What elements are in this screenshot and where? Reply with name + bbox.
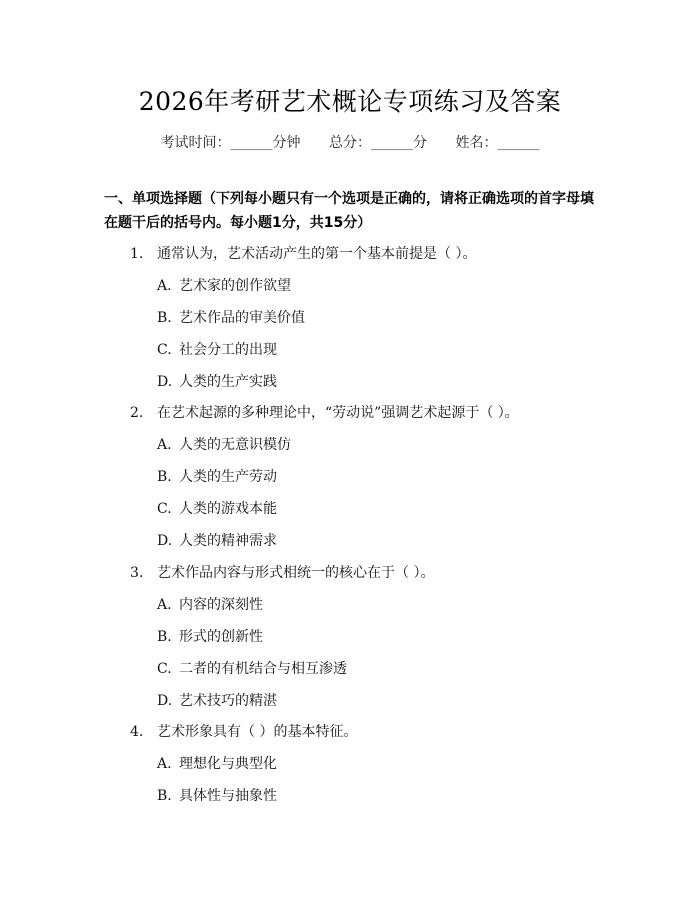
- total-score-field: 总分：______分: [329, 135, 427, 151]
- option-letter: C.: [157, 342, 172, 358]
- option-item: [157, 626, 263, 646]
- question-text: 在艺术起源的多种理论中，“劳动说”强调艺术起源于（ ）。: [157, 405, 519, 421]
- question-number: 2.: [130, 405, 144, 421]
- exam-info-row: [0, 132, 700, 152]
- option-text: 内容的深刻性: [179, 597, 263, 613]
- option-letter: D.: [157, 693, 173, 709]
- option-text: 人类的精神需求: [179, 533, 277, 549]
- option-item: [157, 498, 277, 518]
- question-text: 通常认为，艺术活动产生的第一个基本前提是（ ）。: [157, 246, 477, 262]
- option-text: 社会分工的出现: [179, 342, 277, 358]
- option-item: [157, 434, 291, 454]
- option-item: [157, 371, 277, 391]
- question-text: 艺术作品内容与形式相统一的核心在于（ ）。: [157, 565, 435, 581]
- option-letter: B.: [157, 629, 172, 645]
- option-item: [157, 339, 277, 359]
- option-letter: A.: [157, 756, 172, 772]
- option-text: 二者的有机结合与相互渗透: [179, 661, 347, 677]
- section-header: 一、单项选择题（下列每小题只有一个选项是正确的，请将正确选项的首字母填在题干后的括号内。每小题1分，共15分）: [104, 191, 594, 231]
- option-text: 具体性与抽象性: [179, 788, 277, 804]
- name-field: 姓名：______: [455, 135, 540, 151]
- option-item: [157, 275, 291, 295]
- option-letter: A.: [157, 597, 172, 613]
- option-text: 人类的生产实践: [179, 374, 277, 390]
- option-letter: B.: [157, 310, 172, 326]
- option-text: 艺术家的创作欲望: [179, 278, 291, 294]
- option-text: 人类的游戏本能: [179, 501, 277, 517]
- option-letter: A.: [157, 437, 172, 453]
- question-item: [130, 721, 357, 741]
- option-item: [157, 690, 277, 710]
- question-item: [130, 243, 476, 263]
- option-letter: C.: [157, 661, 172, 677]
- option-letter: B.: [157, 469, 172, 485]
- option-item: [157, 785, 277, 805]
- option-item: [157, 530, 277, 550]
- option-item: [157, 658, 347, 678]
- document-title: 2026年考研艺术概论专项练习及答案: [138, 87, 562, 116]
- option-letter: D.: [157, 374, 173, 390]
- question-text: 艺术形象具有（ ）的基本特征。: [157, 724, 358, 740]
- option-letter: C.: [157, 501, 172, 517]
- option-item: [157, 466, 277, 486]
- option-text: 艺术作品的审美价值: [179, 310, 305, 326]
- question-number: 4.: [130, 724, 144, 740]
- option-letter: D.: [157, 533, 173, 549]
- question-number: 3.: [130, 565, 144, 581]
- question-number: 1.: [130, 246, 144, 262]
- option-letter: B.: [157, 788, 172, 804]
- question-item: [130, 562, 434, 582]
- option-item: [157, 594, 263, 614]
- option-text: 人类的无意识模仿: [179, 437, 291, 453]
- option-text: 人类的生产劳动: [179, 469, 277, 485]
- option-text: 艺术技巧的精湛: [179, 693, 277, 709]
- exam-time-field: 考试时间：______分钟: [160, 135, 301, 151]
- option-item: [157, 753, 277, 773]
- option-item: [157, 307, 305, 327]
- option-letter: A.: [157, 278, 172, 294]
- question-item: [130, 402, 519, 422]
- option-text: 理想化与典型化: [179, 756, 277, 772]
- option-text: 形式的创新性: [179, 629, 263, 645]
